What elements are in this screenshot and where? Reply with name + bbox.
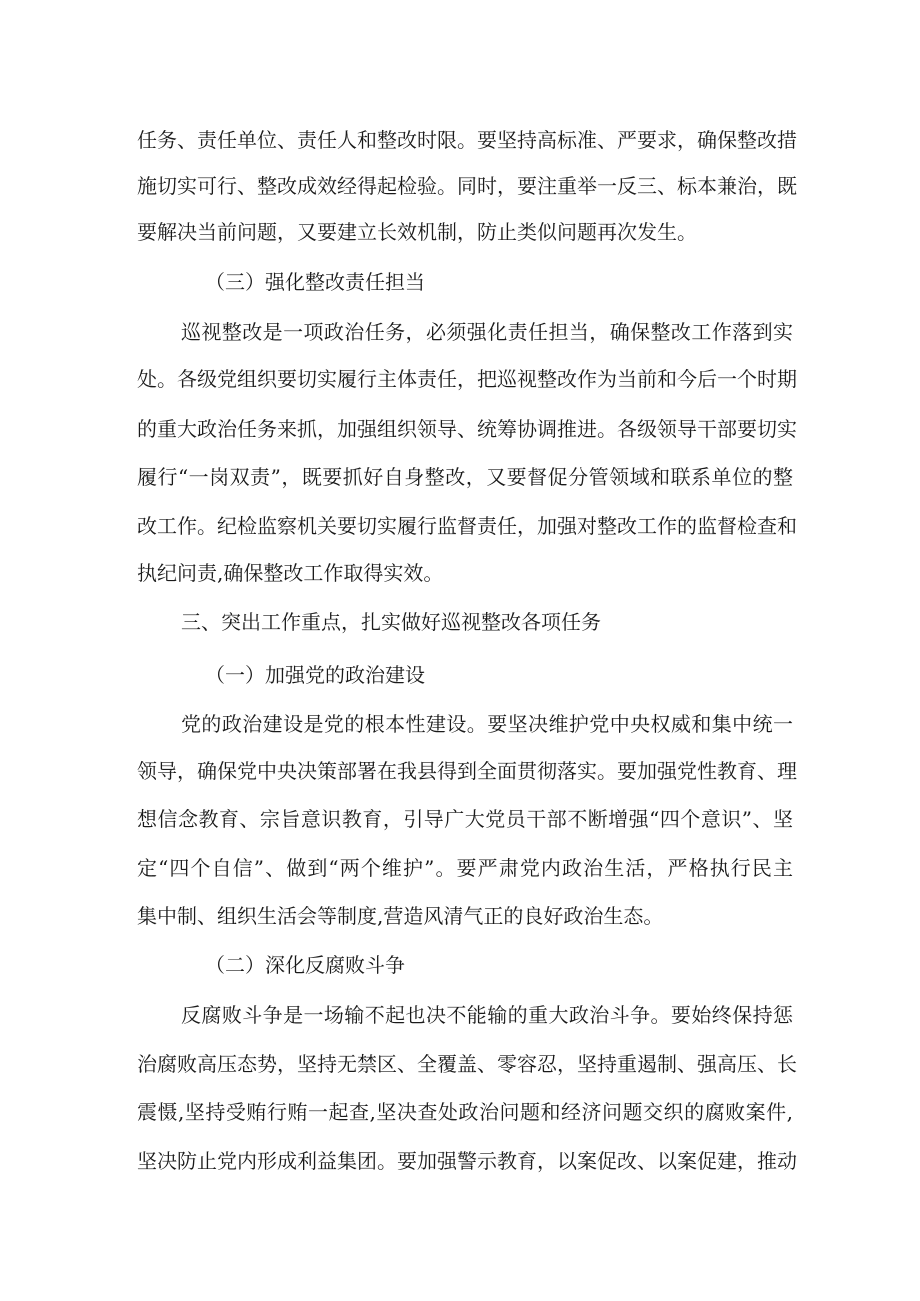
paragraph-line: 定“四个自信”、做到“两个维护”。要严肃党内政治生活，严格执行民主 bbox=[137, 856, 793, 880]
paragraph-line: 改工作。纪检监察机关要切实履行监督责任，加强对整改工作的监督检查和 bbox=[137, 514, 797, 538]
section-heading: （一）加强党的政治建设 bbox=[205, 663, 425, 687]
paragraph-line: 反腐败斗争是一场输不起也决不能输的重大政治斗争。要始终保持惩 bbox=[181, 1003, 793, 1027]
paragraph-line: 集中制、组织生活会等制度,营造风清气正的良好政治生态。 bbox=[137, 904, 664, 928]
paragraph-line: 领导，确保党中央决策部署在我县得到全面贯彻落实。要加强党性教育、理 bbox=[137, 759, 797, 783]
section-heading: （二）深化反腐败斗争 bbox=[205, 953, 405, 977]
paragraph-line: 处。各级党组织要切实履行主体责任，把巡视整改作为当前和今后一个时期 bbox=[137, 367, 797, 391]
paragraph-line: 任务、责任单位、责任人和整改时限。要坚持高标准、严要求，确保整改措 bbox=[137, 128, 797, 152]
paragraph-line: 的重大政治任务来抓，加强组织领导、统筹协调推进。各级领导干部要切实 bbox=[137, 417, 797, 441]
paragraph-line: 巡视整改是一项政治任务，必须强化责任担当，确保整改工作落到实 bbox=[181, 320, 793, 344]
chapter-heading: 三、突出工作重点，扎实做好巡视整改各项任务 bbox=[181, 610, 601, 634]
paragraph-line: 想信念教育、宗旨意识教育，引导广大党员干部不断增强“四个意识”、坚 bbox=[137, 807, 793, 831]
paragraph-line: 震慑,坚持受贿行贿一起查,坚决查处政治问题和经济问题交织的腐败案件, bbox=[137, 1100, 793, 1124]
paragraph-line: 党的政治建设是党的根本性建设。要坚决维护党中央权威和集中统一 bbox=[181, 712, 793, 736]
paragraph-line: 治腐败高压态势，坚持无禁区、全覆盖、零容忍，坚持重遏制、强高压、长 bbox=[137, 1052, 797, 1076]
paragraph-line: 执纪问责,确保整改工作取得实效。 bbox=[137, 561, 444, 585]
paragraph-line: 要解决当前问题，又要建立长效机制，防止类似问题再次发生。 bbox=[137, 220, 697, 244]
paragraph-line: 施切实可行、整改成效经得起检验。同时，要注重举一反三、标本兼治，既 bbox=[137, 174, 797, 198]
section-heading: （三）强化整改责任担当 bbox=[205, 270, 425, 294]
paragraph-line: 坚决防止党内形成利益集团。要加强警示教育，以案促改、以案促建，推动 bbox=[137, 1149, 797, 1173]
paragraph-line: 履行“一岗双责”，既要抓好自身整改，又要督促分管领域和联系单位的整 bbox=[137, 465, 793, 489]
